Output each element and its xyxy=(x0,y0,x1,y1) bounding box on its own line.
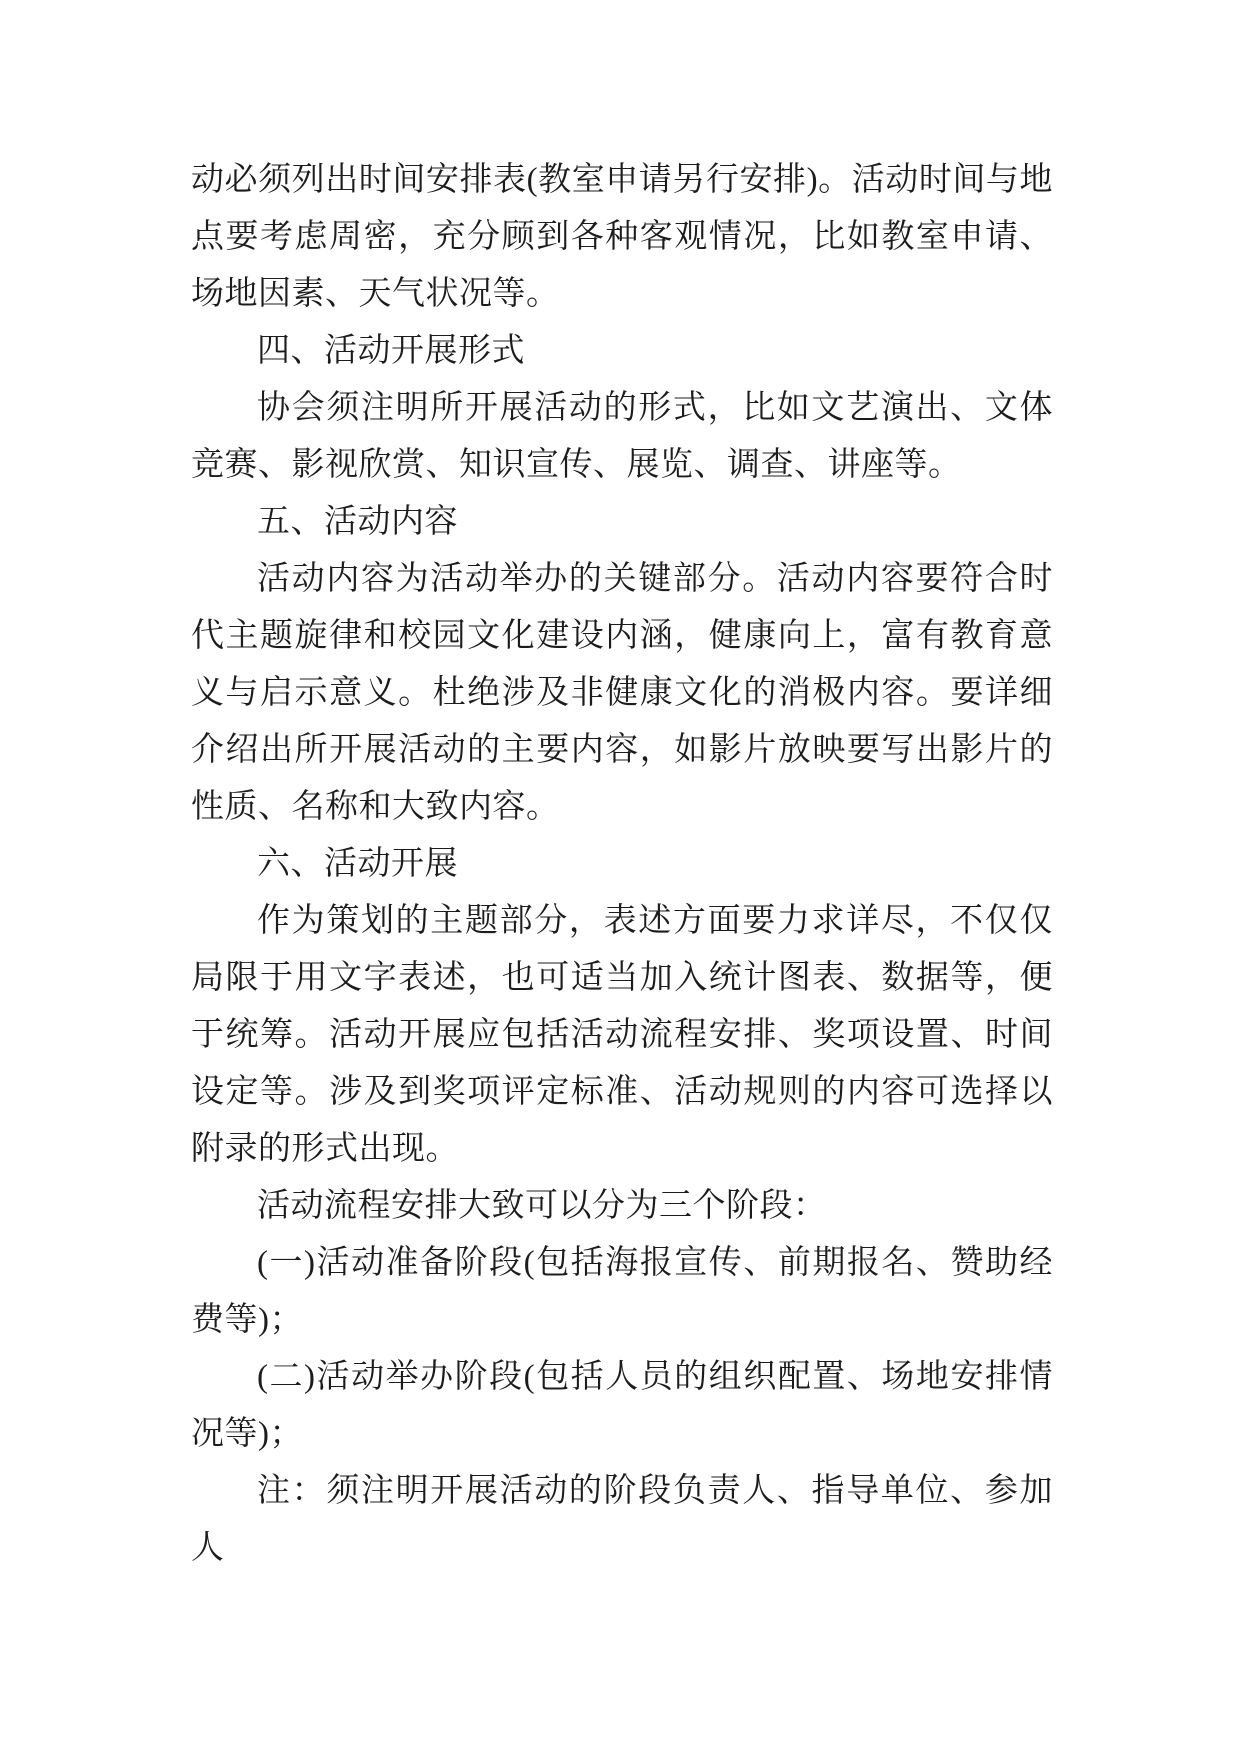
section-heading-5: 五、活动内容 xyxy=(257,504,458,540)
list-item-2: (二)活动举办阶段(包括人员的组织配置、场地安排情况等)； xyxy=(191,1359,1053,1452)
paragraph-note: 注：须注明开展活动的阶段负责人、指导单位、参加人 xyxy=(191,1473,1053,1566)
paragraph: 活动内容为活动举办的关键部分。活动内容要符合时代主题旋律和校园文化建设内涵，健康向上，富有教育意义与启示意义。杜绝涉及非健康文化的消极内容。要详细介绍出所开展活动的主要内容，如影片放映要写出影片的性质、名称和大致内容。 xyxy=(191,561,1053,825)
paragraph: 协会须注明所开展活动的形式，比如文艺演出、文体竞赛、影视欣赏、知识宣传、展览、调查、讲座等。 xyxy=(191,390,1053,483)
section-heading-4: 四、活动开展形式 xyxy=(257,333,525,369)
paragraph: 活动流程安排大致可以分为三个阶段： xyxy=(257,1188,827,1224)
section-heading-6: 六、活动开展 xyxy=(257,846,458,882)
document-body xyxy=(191,152,1053,1577)
paragraph-continuation: 动必须列出时间安排表(教室申请另行安排)。活动时间与地点要考虑周密，充分顾到各种客观情况，比如教室申请、场地因素、天气状况等。 xyxy=(191,162,1053,312)
list-item-1: (一)活动准备阶段(包括海报宣传、前期报名、赞助经费等)； xyxy=(191,1245,1053,1338)
paragraph: 作为策划的主题部分，表述方面要力求详尽，不仅仅局限于用文字表述，也可适当加入统计图表、数据等，便于统筹。活动开展应包括活动流程安排、奖项设置、时间设定等。涉及到奖项评定标准、活动规则的内容可选择以附录的形式出现。 xyxy=(191,903,1053,1167)
